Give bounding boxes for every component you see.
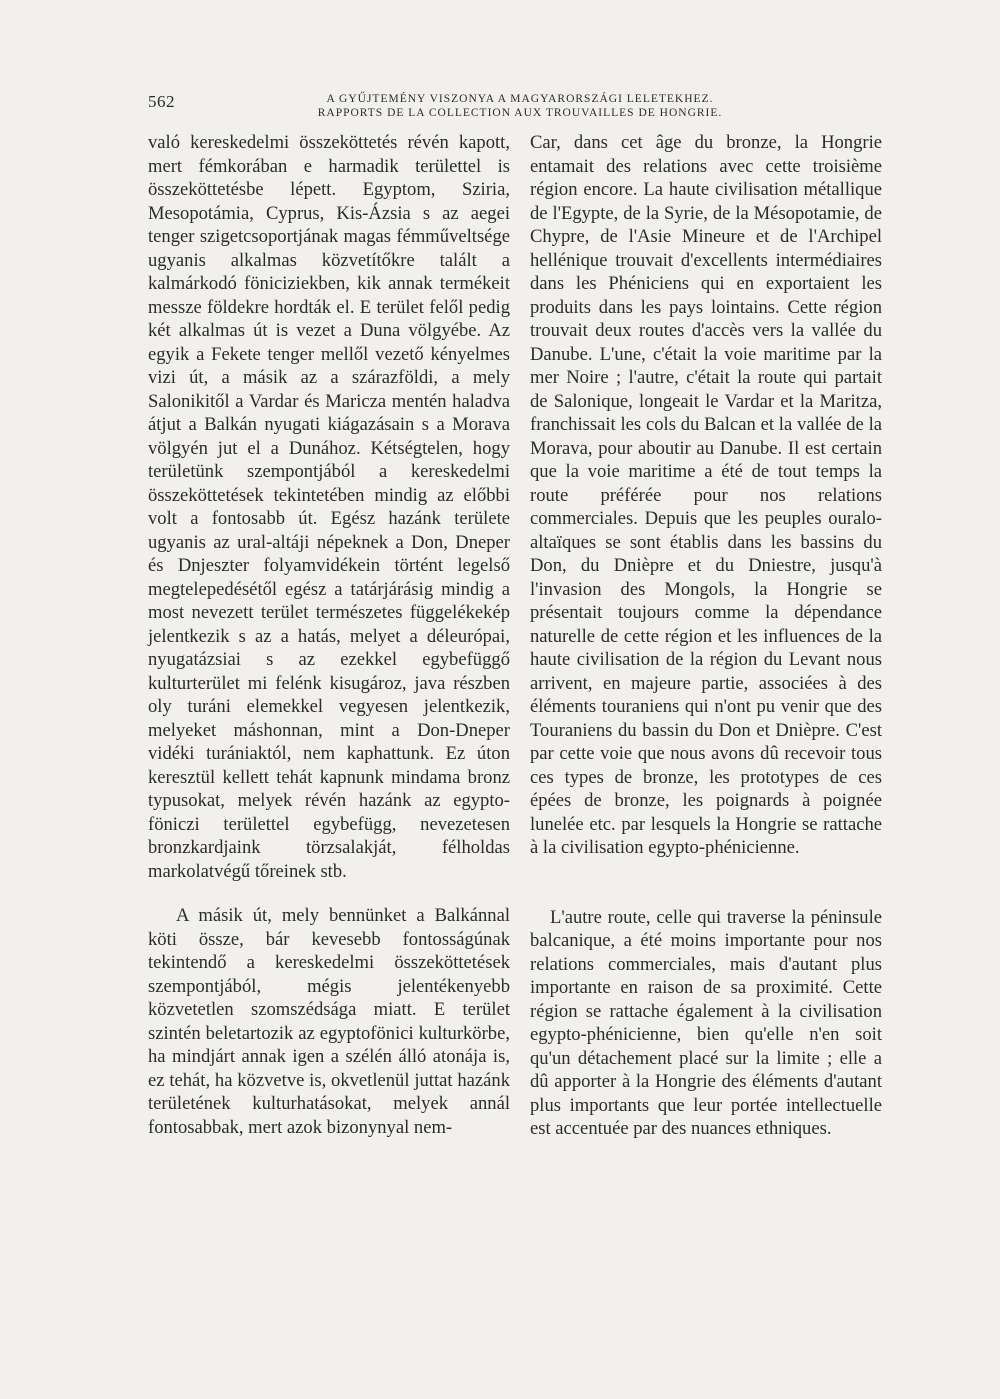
hungarian-text-column bbox=[148, 131, 510, 1139]
hungarian-paragraph-1: való kereskedelmi összeköttetés révén kapott, mert fémkorában e harmadik területtel is összeköttetésbe lépett. Egyptom, Sziria, Mesopotámia, Cyprus, Kis-Ázsia s az aegei tenger szigetcsoportjának magas fémműveltsége ugyanis alkalmas közvetítőkre talált a kalmárkodó föniciziekben, kik annak termékeit messze földekre hordták el. E terület felől pedig két alkalmas út is vezet a Duna völgyébe. Az egyik a Fekete tenger mellől vezető kényelmes vizi út, a másik az a szárazföldi, a mely Salonikitől a Vardar és Maricza mentén haladva átjut a Balkán nyugati kiágazásain s a Morava völgyén jut el a Dunához. Kétségtelen, hogy területünk szempontjából a kereskedelmi összeköttetések tekintetében mindig az előbbi volt a fontosabb út. Egész hazánk területe ugyanis az ural-altáji népeknek a Don, Dneper és Dnjeszter folyamvidékein történt legelső megtelepedésétől egész a tatárjárásig mindig a most nevezett terület természetes függelékekép jelentkezik s az a hatás, melyet a déleurópai, nyugatázsiai s az ezekkel egybefüggő kulturterület mi felénk kisugároz, java részben oly turáni elemekkel vegyesen jelentkezik, melyeket máshonnan, mint a Don-Dneper vidéki turániaktól, nem kaphattunk. Ez úton keresztül kellett tehát kapnunk mindama bronz typusokat, melyek révén hazánk az egypto-föniczi területtel egybefügg, nevezetesen bronzkardjaink törzsalakját, félholdas markolatvégű tőreinek stb. bbox=[148, 132, 510, 882]
page-number: 562 bbox=[148, 92, 175, 111]
french-paragraph-1: Car, dans cet âge du bronze, la Hongrie entamait des relations avec cette troisième région encore. La haute civilisation métallique de l'Egypte, de la Syrie, de la Mésopotamie, de Chypre, de l'Asie Mineure et de l'Archipel hellénique trouvait d'excellents intermédiaires dans les Phéniciens qui en exportaient les produits dans les pays lointains. Cette région trouvait deux routes d'accès vers la vallée du Danube. L'une, c'était la voie maritime par la mer Noire ; l'autre, c'était la route qui partait de Salonique, longeait le Vardar et la Maritza, franchissait les cols du Balcan et la vallée de la Morava, pour aboutir au Danube. Il est certain que la voie maritime a été de tout temps la route préférée pour nos relations commerciales. Depuis que les peuples ouralo-altaïques se sont établis dans les bassins du Don, du Dnièpre et du Dniestre, jusqu'à l'invasion des Mongols, la Hongrie se présentait toujours comme la dépendance naturelle de cette région et les influences de la haute civilisation de la région du Levant nous arrivent, en majeure partie, associées à des éléments touraniens qui n'ont pu venir que des Touraniens du bassin du Don et Dnièpre. C'est par cette voie que nous avons dû recevoir tous ces types de bronze, les prototypes de ces épées de bronze, les poignards à poignée lunelée etc. par lesquels la Hongrie se rattache à la civilisation egypto-phénicienne. bbox=[530, 132, 882, 858]
running-head-hungarian: A GYŰJTEMÉNY VISZONYA A MAGYARORSZÁGI LELETEKHEZ. bbox=[326, 93, 714, 105]
french-paragraph-2: L'autre route, celle qui traverse la péninsule balcanique, a été moins importante pour nos relations commerciales, mais d'autant plus importante en raison de sa proximité. Cette région se rattache également à la civilisation egypto-phénicienne, bien qu'elle n'en soit qu'un détachement placé sur la limite ; elle a dû apporter à la Hongrie des éléments d'autant plus importants que leur portée intellectuelle est accentuée par des nuances ethniques. bbox=[530, 906, 882, 1139]
french-text-column bbox=[530, 131, 882, 1141]
running-head bbox=[290, 92, 750, 120]
running-head-french: RAPPORTS DE LA COLLECTION AUX TROUVAILLES DE HONGRIE. bbox=[317, 107, 723, 119]
hungarian-paragraph-2: A másik út, mely bennünket a Balkánnal köti össze, bár kevesebb fontosságúnak tekintendő a kereskedelmi összeköttetések szempontjából, mégis jelentékenyebb közvetetlen szomszédsága miatt. E terület szintén beletartozik az egyptofönici kulturkörbe, ha mindjárt annak igen a szélén álló atonája is, ez tehát, ha közvetve is, okvetlenül juttat hazánk területének kulturhatásokat, melyek annál fontosabbak, mert azok bizonynyal nem- bbox=[148, 905, 510, 1138]
